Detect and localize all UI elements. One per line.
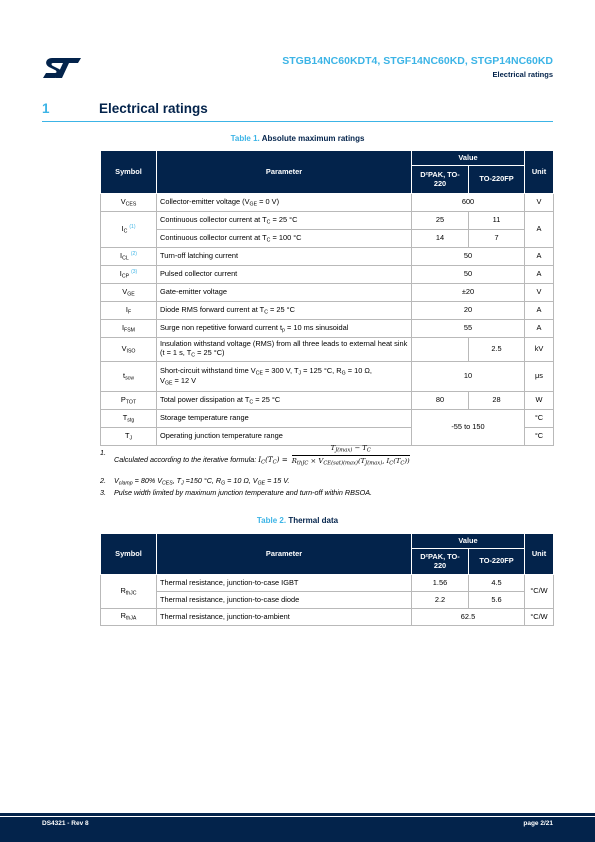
formula-fraction: $\frac{T_{J(max)} - T_C}{R_{thJC} \times V_{CE(sat)(max)}(T_{J(max)}, I_C(T_C))}$ xyxy=(291,444,410,466)
table-row xyxy=(101,212,554,230)
symbol-cell: $V_{ISO}$ xyxy=(101,338,157,362)
table-row xyxy=(101,338,554,362)
parameter-cell: Thermal resistance, junction-to-ambient xyxy=(157,609,412,626)
value-cell: 28 xyxy=(469,392,525,410)
table-row xyxy=(101,284,554,302)
parameter-cell: Thermal resistance, junction-to-case IGBT xyxy=(157,575,412,592)
value-cell: 4.5 xyxy=(469,575,525,592)
symbol-cell: $T_{stg}$ xyxy=(101,410,157,428)
table-row xyxy=(101,302,554,320)
table2-caption-label: Table 2. xyxy=(256,516,287,525)
unit-cell: A xyxy=(525,248,554,266)
unit-cell: °C/W xyxy=(525,575,554,609)
symbol-cell: $R_{thJC}$ xyxy=(101,575,157,609)
value-cell: 14 xyxy=(412,230,469,248)
unit-cell: °C xyxy=(525,428,554,446)
table2-header-d2pak: D²PAK, TO-220 xyxy=(412,549,469,575)
symbol-cell: $P_{TOT}$ xyxy=(101,392,157,410)
table2-caption xyxy=(0,516,595,525)
section-number: 1 xyxy=(42,101,50,116)
symbol-cell: $I_{CL}$ $^{(2)}$ xyxy=(101,248,157,266)
table-row xyxy=(101,362,554,392)
value-cell: -55 to 150 xyxy=(412,410,525,446)
table-row xyxy=(101,266,554,284)
value-cell: 50 xyxy=(412,266,525,284)
table1-caption-title: Absolute maximum ratings xyxy=(261,134,365,143)
value-cell: 2.5 xyxy=(469,338,525,362)
parameter-cell: Continuous collector current at $T_C = 25$ °C xyxy=(157,212,412,230)
parameter-cell: Diode RMS forward current at $T_C = 25$ °C xyxy=(157,302,412,320)
value-cell: 62.5 xyxy=(412,609,525,626)
unit-cell: μs xyxy=(525,362,554,392)
table1-header-symbol: Symbol xyxy=(101,151,157,194)
symbol-cell: $I_{CP}$ $^{(3)}$ xyxy=(101,266,157,284)
unit-cell: °C/W xyxy=(525,609,554,626)
symbol-cell: $V_{CES}$ xyxy=(101,194,157,212)
table2-header-parameter: Parameter xyxy=(157,534,412,575)
parameter-cell: Surge non repetitive forward current $t_p = 10$ ms sinusoidal xyxy=(157,320,412,338)
section-title: Electrical ratings xyxy=(99,101,208,116)
st-logo-icon xyxy=(42,57,82,79)
unit-cell: V xyxy=(525,194,554,212)
table-row xyxy=(101,230,554,248)
parameter-cell: Insulation withstand voltage (RMS) from all three leads to external heat sink (t = 1 s, $T_C = 25$ °C) xyxy=(157,338,412,362)
parameter-cell: Total power dissipation at $T_C = 25$ °C xyxy=(157,392,412,410)
unit-cell: kV xyxy=(525,338,554,362)
parameter-cell: Gate-emitter voltage xyxy=(157,284,412,302)
table-row xyxy=(101,575,554,592)
value-cell: 5.6 xyxy=(469,592,525,609)
table2-header-value: Value xyxy=(412,534,525,549)
value-cell: 7 xyxy=(469,230,525,248)
value-cell: 10 xyxy=(412,362,525,392)
value-cell: 20 xyxy=(412,302,525,320)
symbol-cell: $t_{scw}$ xyxy=(101,362,157,392)
footer-rule xyxy=(0,813,595,816)
symbol-cell: $I_{FSM}$ xyxy=(101,320,157,338)
unit-cell: A xyxy=(525,320,554,338)
document-id: DS4321 - Rev 8 xyxy=(42,820,89,827)
document-subtitle: Electrical ratings xyxy=(492,70,553,79)
symbol-cell: $I_C$ $^{(1)}$ xyxy=(101,212,157,248)
document-title: STGB14NC60KDT4, STGF14NC60KD, STGP14NC60KD xyxy=(282,55,553,67)
parameter-cell: Continuous collector current at $T_C = 100$ °C xyxy=(157,230,412,248)
table1-header-to220fp: TO-220FP xyxy=(469,166,525,194)
table1-header-unit: Unit xyxy=(525,151,554,194)
table1-header-value: Value xyxy=(412,151,525,166)
value-cell xyxy=(412,338,469,362)
value-cell: 55 xyxy=(412,320,525,338)
table-row xyxy=(101,392,554,410)
parameter-cell: Pulsed collector current xyxy=(157,266,412,284)
table2-caption-title: Thermal data xyxy=(288,516,339,525)
parameter-cell: Short-circuit withstand time $V_{CE} = 300$ V, $T_J = 125$ °C, $R_G = 10$ Ω, $V_{GE} = 12$ V xyxy=(157,362,412,392)
value-cell: 50 xyxy=(412,248,525,266)
table-row xyxy=(101,320,554,338)
symbol-cell: $R_{thJA}$ xyxy=(101,609,157,626)
unit-cell: A xyxy=(525,302,554,320)
table1-header-d2pak: D²PAK, TO-220 xyxy=(412,166,469,194)
value-cell: 1.56 xyxy=(412,575,469,592)
absolute-max-ratings-table xyxy=(100,150,554,446)
table2-header-to220fp: TO-220FP xyxy=(469,549,525,575)
parameter-cell: Thermal resistance, junction-to-case diode xyxy=(157,592,412,609)
table1-caption-label: Table 1. xyxy=(230,134,260,143)
section-rule xyxy=(42,121,553,122)
parameter-cell: Operating junction temperature range xyxy=(157,428,412,446)
unit-cell: A xyxy=(525,212,554,248)
value-cell: 80 xyxy=(412,392,469,410)
table-row xyxy=(101,592,554,609)
unit-cell: °C xyxy=(525,410,554,428)
table1-caption xyxy=(0,134,595,143)
parameter-cell: Turn-off latching current xyxy=(157,248,412,266)
value-cell: ±20 xyxy=(412,284,525,302)
table-row xyxy=(101,410,554,428)
unit-cell: W xyxy=(525,392,554,410)
table1-header-parameter: Parameter xyxy=(157,151,412,194)
table-row xyxy=(101,194,554,212)
table2-header-unit: Unit xyxy=(525,534,554,575)
unit-cell: A xyxy=(525,266,554,284)
parameter-cell: Storage temperature range xyxy=(157,410,412,428)
page-number: page 2/21 xyxy=(523,820,553,827)
table2-header-symbol: Symbol xyxy=(101,534,157,575)
value-cell: 11 xyxy=(469,212,525,230)
parameter-cell: Collector-emitter voltage ($V_{GE} = 0$ V) xyxy=(157,194,412,212)
symbol-cell: $T_J$ xyxy=(101,428,157,446)
value-cell: 2.2 xyxy=(412,592,469,609)
unit-cell: V xyxy=(525,284,554,302)
value-cell: 25 xyxy=(412,212,469,230)
symbol-cell: $V_{GE}$ xyxy=(101,284,157,302)
footer-bar xyxy=(0,817,595,842)
table-row xyxy=(101,609,554,626)
value-cell: 600 xyxy=(412,194,525,212)
table-row xyxy=(101,248,554,266)
thermal-data-table xyxy=(100,533,554,626)
symbol-cell: $I_F$ xyxy=(101,302,157,320)
